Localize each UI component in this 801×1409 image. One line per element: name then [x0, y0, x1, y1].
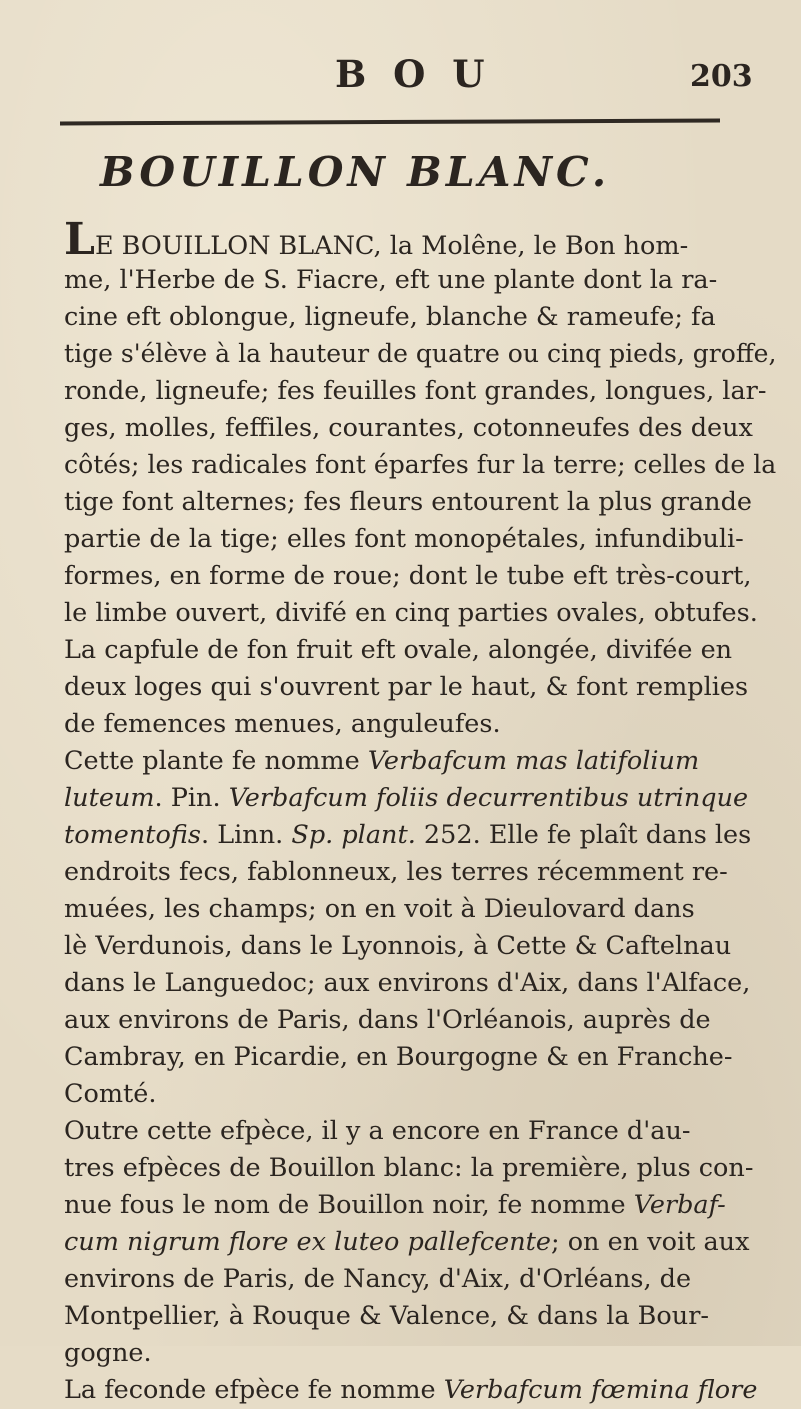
- text-segment: formes, en forme de roue; dont le tube eft très-court,: [64, 561, 752, 591]
- text-segment: tige s'élève à la hauteur de quatre ou cinq pieds, groffe,: [64, 339, 777, 369]
- text-segment: gogne.: [64, 1338, 152, 1368]
- running-head: [0, 10, 801, 96]
- text-segment: tige font alternes; fes fleurs entourent la plus grande: [64, 487, 753, 517]
- text-line: [64, 410, 776, 447]
- text-line: [64, 1039, 776, 1076]
- text-segment: La capfule de fon fruit eft ovale, alongée, divifée en: [64, 635, 733, 665]
- text-segment: Sp. plant.: [291, 820, 416, 850]
- text-segment: Outre cette efpèce, il y a encore en France d'au-: [64, 1116, 691, 1146]
- text-segment: deux loges qui s'ouvrent par le haut, & font remplies: [64, 672, 749, 702]
- text-line: [64, 669, 776, 706]
- text-line: [64, 817, 776, 854]
- text-segment: tres efpèces de Bouillon blanc: la première, plus con-: [64, 1153, 754, 1183]
- text-segment: cine eft oblongue, ligneufe, blanche & rameufe; fa: [64, 302, 716, 332]
- text-line: [64, 743, 776, 780]
- text-segment: environs de Paris, de Nancy, d'Aix, d'Orléans, de: [64, 1264, 692, 1294]
- text-line: [64, 1372, 776, 1409]
- text-line: [64, 262, 776, 299]
- text-segment: cum nigrum flore ex luteo pallefcente: [64, 1227, 551, 1257]
- text-line: [64, 336, 777, 373]
- text-line: [64, 928, 776, 965]
- page-number: 203: [690, 59, 753, 94]
- text-line: [64, 632, 776, 669]
- text-line: [64, 373, 776, 410]
- header-rule: [60, 119, 720, 126]
- text-line: [64, 558, 776, 595]
- text-segment: côtés; les radicales font éparfes fur la terre; celles de la: [64, 450, 777, 480]
- text-line: [64, 1113, 776, 1150]
- text-segment: Comté.: [64, 1079, 157, 1109]
- text-segment: Verbafcum mas latifolium: [367, 746, 700, 776]
- text-segment: tomentofis: [64, 820, 201, 850]
- text-segment: La feconde efpèce fe nomme: [64, 1375, 444, 1405]
- text-line: [64, 854, 776, 891]
- text-line: [64, 1261, 776, 1298]
- text-line: [64, 1076, 776, 1113]
- text-segment: luteum: [64, 783, 155, 813]
- text-segment: ges, molles, feffiles, courantes, cotonneufes des deux: [64, 413, 753, 443]
- text-segment: Montpellier, à Rouque & Valence, & dans la Bour-: [64, 1301, 709, 1331]
- text-line: [64, 595, 776, 632]
- text-line: [64, 214, 776, 265]
- text-line: [64, 1002, 776, 1039]
- text-segment: ronde, ligneufe; fes feuilles font grandes, longues, lar-: [64, 376, 767, 406]
- running-head-word: B O U: [335, 52, 492, 96]
- text-line: [64, 1150, 776, 1187]
- text-line: [64, 299, 776, 336]
- text-segment: ; on en voit aux: [551, 1227, 750, 1257]
- text-segment: partie de la tige; elles font monopétales, infundibuli-: [64, 524, 744, 554]
- text-segment: Verbafcum foliis decurrentibus utrinque: [228, 783, 749, 813]
- text-line: [64, 521, 776, 558]
- text-segment: endroits fecs, fablonneux, les terres récemment re-: [64, 857, 728, 887]
- text-segment: . Pin.: [154, 783, 229, 813]
- text-line: [64, 891, 776, 928]
- text-segment: me, l'Herbe de S. Fiacre, eft une plante dont la ra-: [64, 265, 718, 295]
- text-segment: muées, les champs; on en voit à Dieulovard dans: [64, 894, 695, 924]
- text-line: [64, 447, 777, 484]
- text-line: [64, 706, 776, 743]
- text-segment: aux environs de Paris, dans l'Orléanois, auprès de: [64, 1005, 711, 1035]
- section-title: BOUILLON BLANC.: [100, 148, 611, 196]
- text-line: [64, 1187, 776, 1224]
- body-text: [64, 214, 777, 1409]
- text-line: [64, 965, 776, 1002]
- text-line: [64, 780, 776, 817]
- text-segment: nue fous le nom de Bouillon noir, fe nomme: [64, 1190, 634, 1220]
- text-line: [64, 484, 776, 521]
- text-segment: E BOUILLON BLANC, la Molêne, le Bon hom-: [94, 231, 689, 261]
- text-segment: Cette plante fe nomme: [64, 746, 368, 776]
- text-segment: le limbe ouvert, divifé en cinq parties ovales, obtufes.: [64, 598, 758, 628]
- text-segment: Verbafcum fœmina flore: [443, 1375, 758, 1405]
- text-line: [64, 1335, 776, 1372]
- text-line: [64, 1298, 776, 1335]
- text-segment: Verbaf-: [633, 1190, 726, 1220]
- text-segment: dans le Languedoc; aux environs d'Aix, dans l'Alface,: [64, 968, 751, 998]
- text-segment: de femences menues, anguleufes.: [64, 709, 501, 739]
- text-segment: 252. Elle fe plaît dans les: [415, 820, 752, 850]
- text-segment: lè Verdunois, dans le Lyonnois, à Cette & Caftelnau: [64, 931, 732, 961]
- text-line: [64, 1224, 776, 1261]
- text-segment: Cambray, en Picardie, en Bourgogne & en Franche-: [64, 1042, 733, 1072]
- text-segment: . Linn.: [201, 820, 292, 850]
- drop-cap: L: [64, 214, 95, 265]
